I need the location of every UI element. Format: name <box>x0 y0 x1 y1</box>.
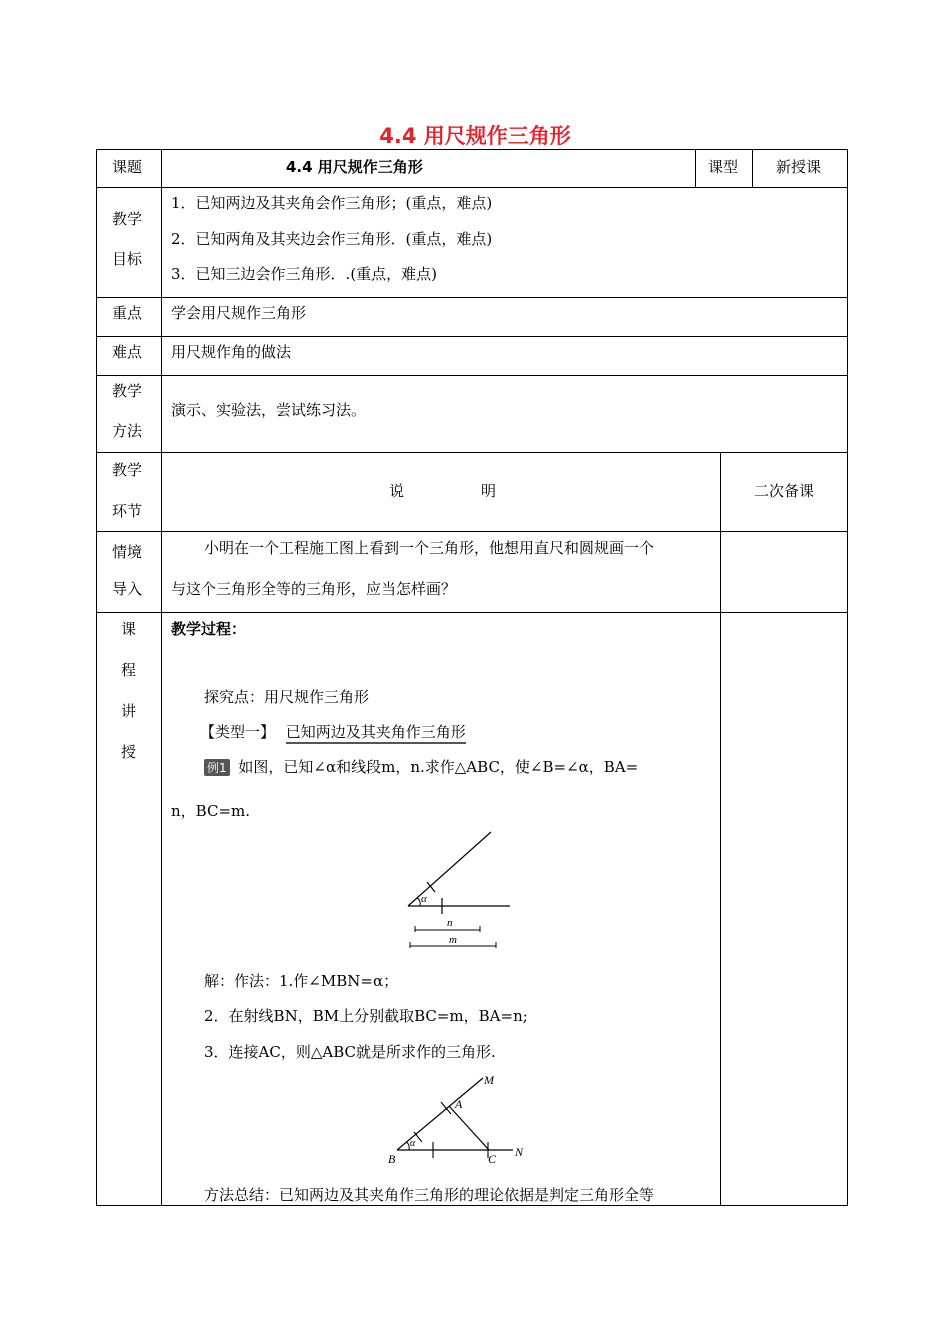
lesson-type-label: 课型 <box>708 158 739 176</box>
steps-header-ming: 明 <box>481 482 497 500</box>
fig2-label-n: N <box>515 1145 524 1159</box>
fig1-n-label: n <box>447 917 453 929</box>
difficult-label: 难点 <box>112 343 143 361</box>
example-line-2: n，BC=m. <box>171 802 250 820</box>
key-label: 重点 <box>112 304 143 322</box>
explore-point: 探究点：用尺规作三角形 <box>204 688 370 706</box>
goal-item-2: 2．已知两角及其夹边会作三角形．(重点，难点) <box>171 230 493 248</box>
example-text-1: 如图，已知∠α和线段m，n.求作△ABC，使∠B=∠α，BA= <box>238 758 639 776</box>
figure-angle-segments <box>400 828 515 952</box>
method-summary: 方法总结：已知两边及其夹角作三角形的理论依据是判定三角形全等 <box>204 1186 655 1204</box>
intro-line-1: 小明在一个工程施工图上看到一个三角形，他想用直尺和圆规画一个 <box>204 539 655 557</box>
lecture-label-1: 课 <box>121 620 137 638</box>
process-title: 教学过程： <box>171 620 247 638</box>
fig2-alpha-label: α <box>410 1138 416 1149</box>
fig1-alpha-label: α <box>421 893 427 905</box>
goals-label-2: 目标 <box>112 250 143 268</box>
key-value: 学会用尺规作三角形 <box>171 304 307 322</box>
fig2-side-ac <box>449 1106 489 1150</box>
intro-line-2: 与这个三角形全等的三角形，应当怎样画？ <box>171 580 457 598</box>
fig2-label-b: B <box>388 1152 396 1166</box>
steps-label-2: 环节 <box>112 502 143 520</box>
method-label-1: 教学 <box>112 382 143 400</box>
page-title: 4.4 用尺规作三角形 <box>379 124 571 148</box>
lesson-label: 课题 <box>112 158 143 176</box>
type-heading <box>200 721 466 742</box>
steps-header-right: 二次备课 <box>754 482 815 500</box>
goals-label-1: 教学 <box>112 210 143 228</box>
lesson-type-value: 新授课 <box>776 158 822 176</box>
lecture-label-3: 讲 <box>121 702 137 720</box>
solution-step-1: 解：作法：1.作∠MBN=α； <box>204 972 399 990</box>
difficult-value: 用尺规作角的做法 <box>171 343 292 361</box>
goal-item-1: 1．已知两边及其夹角会作三角形；(重点，难点) <box>171 194 493 212</box>
fig1-angle-arc <box>417 898 420 906</box>
example-line-1 <box>204 756 638 777</box>
steps-header-shuo: 说 <box>389 482 405 500</box>
intro-label-1: 情境 <box>112 543 143 561</box>
type-title: 已知两边及其夹角作三角形 <box>286 723 466 744</box>
fig2-label-c: C <box>488 1152 497 1166</box>
example-badge: 例1 <box>204 759 230 776</box>
fig1-m-label: m <box>449 934 457 946</box>
method-label-2: 方法 <box>112 422 143 440</box>
solution-step-3: 3．连接AC，则△ABC就是所求作的三角形. <box>204 1043 496 1061</box>
fig2-label-m: M <box>484 1073 494 1087</box>
intro-label-2: 导入 <box>112 580 143 598</box>
lesson-value: 4.4 用尺规作三角形 <box>286 158 423 176</box>
type-tag: 【类型一】 <box>200 723 276 741</box>
fig2-angle-arc <box>406 1142 409 1150</box>
lecture-label-4: 授 <box>121 743 137 761</box>
solution-step-2: 2．在射线BN，BM上分别截取BC=m，BA=n; <box>204 1007 528 1025</box>
figure-triangle-abc <box>385 1068 535 1168</box>
goal-item-3: 3．已知三边会作三角形．.(重点，难点) <box>171 265 438 283</box>
method-value: 演示、实验法，尝试练习法。 <box>171 401 367 419</box>
fig2-label-a: A <box>455 1097 463 1111</box>
steps-label-1: 教学 <box>112 461 143 479</box>
lecture-label-2: 程 <box>121 661 137 679</box>
